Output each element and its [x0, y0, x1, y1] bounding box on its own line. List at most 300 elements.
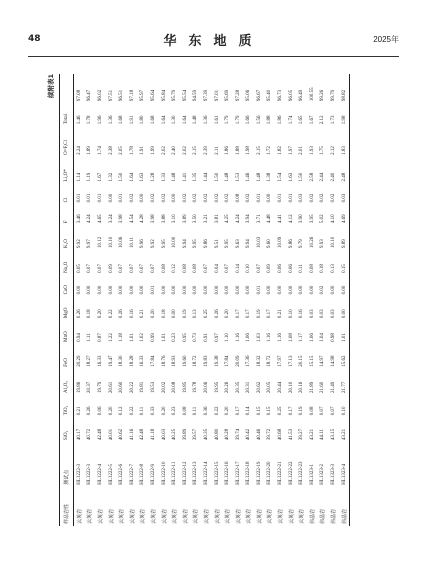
value-cell: 4.24: [235, 214, 241, 224]
value-cell: 0.00: [341, 285, 347, 295]
value-cell: 1.44: [203, 172, 209, 182]
value-cell: 1.64: [161, 115, 167, 125]
running-header: [0, 30, 427, 50]
value-cell: 1.08: [288, 333, 294, 342]
value-cell: 0.11: [140, 406, 146, 416]
value-cell: 20.31: [246, 381, 252, 394]
value-cell: 1.32: [108, 172, 114, 182]
value-cell: 1.17: [299, 333, 305, 342]
value-cell: 18.72: [193, 355, 199, 367]
value-cell: 1.16: [278, 333, 284, 342]
value-cell: 4.25: [225, 214, 231, 224]
value-cell: 0.18: [161, 309, 167, 319]
table-row: [169, 74, 180, 526]
column-header: CaO: [64, 285, 69, 295]
value-cell: 0.08: [309, 406, 315, 416]
value-cell: 0.00: [331, 285, 337, 295]
value-cell: 0.01: [150, 285, 156, 295]
value-cell: 20.05: [267, 381, 273, 394]
value-cell: 95.06: [246, 89, 252, 102]
value-cell: 100.55: [309, 87, 315, 102]
value-cell: 1.38: [267, 172, 273, 182]
test-point-cell: HL1222-14: [203, 461, 209, 485]
table-row: [339, 74, 350, 526]
value-cell: 0.98: [331, 333, 337, 342]
value-cell: 39.74: [235, 428, 241, 441]
value-cell: 40.80: [214, 428, 220, 441]
value-cell: 0.00: [214, 285, 220, 295]
value-cell: 0.03: [309, 309, 315, 319]
value-cell: 0.09: [267, 264, 273, 273]
value-cell: 43.21: [309, 428, 315, 441]
value-cell: 40.72: [87, 428, 93, 441]
value-cell: 3.95: [309, 214, 315, 224]
value-cell: 3.88: [161, 214, 167, 224]
value-cell: 0.01: [76, 193, 82, 203]
value-cell: 0.20: [225, 406, 231, 416]
value-cell: 97.39: [203, 89, 209, 102]
value-cell: 3.50: [193, 214, 199, 224]
value-cell: 0.14: [235, 264, 241, 273]
value-cell: 10.10: [331, 236, 337, 249]
value-cell: 1.46: [76, 115, 82, 125]
value-cell: 3.81: [214, 214, 220, 224]
value-cell: 0.17: [288, 406, 294, 416]
publication-year: 2025年: [373, 35, 399, 44]
value-cell: 0.00: [299, 285, 305, 295]
table-caption: 续附表1: [47, 74, 55, 99]
value-cell: 16.33: [97, 355, 103, 367]
value-cell: 0.23: [172, 406, 178, 416]
value-cell: 1.68: [119, 115, 125, 125]
table-row: [318, 74, 329, 526]
table-row: [116, 74, 127, 526]
value-cell: 1.83: [341, 146, 347, 155]
value-cell: 0.94: [76, 333, 82, 342]
value-cell: 1.48: [172, 172, 178, 182]
value-cell: 1.74: [97, 146, 103, 155]
table-row: [328, 74, 339, 526]
column-header: FeO: [64, 358, 69, 367]
value-cell: 0.15: [256, 406, 262, 416]
table-body: [74, 74, 350, 526]
value-cell: 4.48: [267, 214, 273, 224]
value-cell: 0.08: [182, 264, 188, 273]
value-cell: 2.15: [256, 146, 262, 155]
value-cell: 14.98: [331, 355, 337, 367]
value-cell: 1.54: [278, 172, 284, 182]
value-cell: 17.84: [225, 355, 231, 367]
value-cell: 1.02: [140, 333, 146, 342]
value-cell: 19.38: [214, 355, 220, 367]
value-cell: 20.62: [256, 381, 262, 394]
value-cell: 3.71: [256, 214, 262, 224]
value-cell: 1.98: [246, 146, 252, 155]
table-landscape-frame: [46, 74, 400, 526]
table-row: [307, 74, 318, 526]
value-cell: 1.72: [267, 146, 273, 155]
value-cell: 1.82: [278, 146, 284, 155]
value-cell: 17.36: [246, 355, 252, 367]
value-cell: 2.02: [182, 146, 188, 155]
lithology-cell: 云英岩: [88, 508, 94, 524]
column-header: Al₂O₃: [64, 380, 69, 394]
value-cell: 17.97: [278, 355, 284, 367]
column-header: F: [64, 220, 69, 224]
value-cell: 0.01: [278, 193, 284, 203]
value-cell: 1.96: [97, 115, 103, 125]
value-cell: 40.25: [172, 428, 178, 441]
value-cell: 1.14: [76, 172, 82, 182]
value-cell: 95.97: [140, 89, 146, 102]
value-cell: 0.02: [129, 193, 135, 203]
value-cell: 99.79: [331, 89, 337, 102]
value-cell: 1.01: [161, 333, 167, 342]
value-cell: 18.76: [161, 355, 167, 367]
value-cell: 9.92: [76, 239, 82, 249]
value-cell: 40.28: [225, 428, 231, 441]
value-cell: 95.79: [172, 89, 178, 102]
value-cell: 0.00: [203, 285, 209, 295]
value-cell: 95.84: [161, 89, 167, 102]
value-cell: 0.26: [214, 309, 220, 319]
lithology-cell: 云英岩: [130, 508, 136, 524]
value-cell: 9.97: [87, 239, 93, 249]
value-cell: 19.78: [193, 381, 199, 394]
value-cell: 20.10: [288, 381, 294, 394]
value-cell: 19.81: [140, 381, 146, 394]
value-cell: 0.20: [150, 309, 156, 319]
test-point-cell: HL1222-9: [150, 463, 156, 485]
lithology-cell: 云英岩: [215, 508, 221, 524]
table-row: [74, 74, 85, 526]
table-row: [138, 74, 149, 526]
value-cell: 0.02: [246, 193, 252, 203]
value-cell: 0.05: [76, 264, 82, 273]
value-cell: 10.10: [108, 236, 114, 249]
value-cell: 2.12: [331, 146, 337, 155]
value-cell: 0.95: [182, 333, 188, 342]
value-cell: 0.20: [108, 406, 114, 416]
value-cell: 19.86: [76, 381, 82, 394]
value-cell: 9.96: [140, 239, 146, 249]
value-cell: 0.07: [256, 264, 262, 273]
value-cell: 1.41: [182, 172, 188, 182]
value-cell: 0.02: [320, 193, 326, 203]
value-cell: 20.26: [225, 381, 231, 394]
table-row: [191, 74, 202, 526]
value-cell: 0.07: [331, 406, 337, 416]
value-cell: 96.51: [119, 89, 125, 102]
value-cell: 0.17: [235, 406, 241, 416]
value-cell: 1.01: [341, 333, 347, 342]
value-cell: 20.06: [203, 381, 209, 394]
table-header-row: [60, 74, 74, 526]
value-cell: 0.22: [108, 309, 114, 319]
value-cell: 14.97: [320, 355, 326, 367]
value-cell: 0.03: [331, 309, 337, 319]
value-cell: 0.23: [172, 333, 178, 342]
test-point-cell: HL1323-1: [309, 463, 315, 485]
value-cell: 3.89: [182, 214, 188, 224]
value-cell: 0.07: [225, 264, 231, 273]
value-cell: 0.10: [341, 406, 347, 416]
value-cell: 1.64: [129, 172, 135, 182]
value-cell: 0.15: [341, 264, 347, 273]
value-cell: 0.07: [203, 264, 209, 273]
column-header: MgO: [64, 307, 69, 319]
value-cell: 96.05: [288, 89, 294, 102]
value-cell: 3.98: [150, 214, 156, 224]
test-point-cell: HL1222-21: [278, 461, 284, 485]
table-row: [85, 74, 96, 526]
value-cell: 40.35: [203, 428, 209, 441]
value-cell: 1.35: [193, 172, 199, 182]
value-cell: 9.95: [225, 239, 231, 249]
value-cell: 1.64: [182, 115, 188, 125]
test-point-cell: HL1222-4: [97, 463, 103, 485]
value-cell: 40.42: [246, 428, 252, 441]
page-number: 48: [28, 34, 41, 44]
value-cell: 19.85: [182, 381, 188, 394]
test-point-cell: HL1222-13: [193, 461, 199, 485]
column-header: 样品岩性: [65, 503, 70, 524]
value-cell: 0.00: [172, 285, 178, 295]
table-row: [159, 74, 170, 526]
value-cell: 21.60: [320, 381, 326, 394]
value-cell: 97.08: [76, 89, 82, 102]
value-cell: 40.03: [161, 428, 167, 441]
value-cell: 0.00: [278, 285, 284, 295]
value-cell: 0.07: [320, 406, 326, 416]
value-cell: 0.08: [193, 264, 199, 273]
value-cell: 1.33: [161, 172, 167, 182]
value-cell: 4.69: [341, 214, 347, 224]
value-cell: 0.03: [299, 193, 305, 203]
value-cell: 42.48: [97, 428, 103, 441]
table-row: [233, 74, 244, 526]
value-cell: 0.19: [182, 309, 188, 319]
value-cell: 0.19: [299, 406, 305, 416]
value-cell: 9.93: [320, 239, 326, 249]
table-row: [212, 74, 223, 526]
value-cell: 96.02: [97, 89, 103, 102]
value-cell: 1.18: [119, 333, 125, 342]
value-cell: 0.00: [172, 309, 178, 319]
value-cell: 17.13: [288, 355, 294, 367]
value-cell: 17.84: [150, 355, 156, 367]
value-cell: 0.00: [341, 309, 347, 319]
value-cell: 1.50: [119, 172, 125, 182]
value-cell: 19.83: [203, 355, 209, 367]
value-cell: 0.11: [193, 406, 199, 416]
value-cell: 16.33: [140, 355, 146, 367]
value-cell: 1.36: [108, 115, 114, 125]
lithology-cell: 云英岩: [300, 508, 306, 524]
value-cell: 41.16: [129, 428, 135, 441]
column-header: O=F,Cl: [64, 140, 69, 155]
value-cell: 2.11: [214, 146, 220, 155]
value-cell: 0.08: [309, 264, 315, 273]
value-cell: 0.87: [97, 333, 103, 342]
value-cell: 1.68: [150, 115, 156, 125]
value-cell: 19.53: [150, 381, 156, 394]
value-cell: 40.01: [108, 428, 114, 441]
lithology-cell: 云英岩: [268, 508, 274, 524]
lithology-cell: 伟晶岩: [332, 508, 338, 524]
value-cell: 0.00: [225, 285, 231, 295]
value-cell: 1.06: [246, 333, 252, 342]
lithology-cell: 云英岩: [226, 508, 232, 524]
value-cell: 4.41: [278, 214, 284, 224]
column-header: TiO₂: [64, 405, 69, 416]
value-cell: 10.26: [309, 236, 315, 249]
value-cell: 1.30: [172, 115, 178, 125]
value-cell: 10.06: [119, 236, 125, 249]
value-cell: 0.02: [161, 193, 167, 203]
value-cell: 0.10: [288, 309, 294, 319]
value-cell: 5.02: [320, 214, 326, 224]
test-point-cell: HL1222-3: [76, 463, 82, 485]
value-cell: 0.00: [267, 193, 273, 203]
value-cell: 3.90: [299, 214, 305, 224]
value-cell: 4.10: [331, 214, 337, 224]
value-cell: 18.32: [256, 355, 262, 367]
test-point-cell: HL1222-7: [129, 463, 135, 485]
lithology-cell: 云英岩: [77, 508, 83, 524]
column-header: MnO: [64, 331, 69, 342]
value-cell: 0.25: [203, 309, 209, 319]
value-cell: 44.11: [320, 429, 326, 441]
test-point-cell: HL1222-11: [172, 461, 178, 485]
value-cell: 1.80: [140, 115, 146, 125]
value-cell: 20.61: [108, 381, 114, 394]
value-cell: 0.99: [150, 333, 156, 342]
value-cell: 2.24: [76, 146, 82, 155]
value-cell: 0.00: [129, 285, 135, 295]
table-row: [127, 74, 138, 526]
value-cell: 0.18: [87, 309, 93, 319]
value-cell: 9.94: [182, 239, 188, 249]
value-cell: 1.28: [150, 172, 156, 182]
test-point-cell: HL1222-5: [108, 463, 114, 485]
value-cell: 0.20: [97, 309, 103, 319]
value-cell: 0.00: [309, 285, 315, 295]
value-cell: 20.15: [299, 355, 305, 367]
value-cell: 1.93: [309, 146, 315, 155]
table-row: [286, 74, 297, 526]
value-cell: 0.97: [214, 333, 220, 342]
lithology-cell: 云英岩: [162, 508, 168, 524]
value-cell: 0.07: [140, 264, 146, 273]
value-cell: 1.03: [256, 333, 262, 342]
value-cell: 1.79: [225, 115, 231, 125]
column-header: SiO₂: [64, 430, 69, 441]
value-cell: 3.21: [203, 214, 209, 224]
value-cell: 1.88: [235, 146, 241, 155]
value-cell: 0.18: [320, 264, 326, 273]
value-cell: 4.65: [97, 214, 103, 224]
value-cell: 10.03: [256, 236, 262, 249]
value-cell: 1.73: [331, 115, 337, 125]
value-cell: 96.73: [278, 89, 284, 102]
lithology-cell: 云英岩: [141, 508, 147, 524]
table-row: [95, 74, 106, 526]
value-cell: 10.11: [129, 236, 135, 249]
value-cell: 2.01: [299, 146, 305, 155]
value-cell: 0.26: [87, 406, 93, 416]
value-cell: 1.78: [129, 146, 135, 155]
value-cell: 0.07: [87, 264, 93, 273]
lithology-cell: 云英岩: [98, 508, 104, 524]
test-point-cell: HL1222-17: [235, 461, 241, 485]
value-cell: 18.30: [119, 355, 125, 367]
value-cell: 1.46: [246, 172, 252, 182]
value-cell: 18.27: [87, 355, 93, 367]
value-cell: 0.02: [182, 193, 188, 203]
test-point-cell: HL1222-19: [256, 461, 262, 485]
value-cell: 1.99: [150, 146, 156, 155]
value-cell: 9.95: [193, 239, 199, 249]
value-cell: 0.01: [288, 193, 294, 203]
value-cell: 0.36: [203, 406, 209, 416]
value-cell: 0.17: [246, 309, 252, 319]
value-cell: 9.92: [150, 239, 156, 249]
value-cell: 1.67: [309, 115, 315, 125]
value-cell: 0.07: [119, 264, 125, 273]
value-cell: 1.86: [225, 146, 231, 155]
value-cell: 43.21: [341, 428, 347, 441]
value-cell: 1.50: [299, 172, 305, 182]
value-cell: 40.17: [76, 428, 82, 441]
value-cell: 9.51: [214, 239, 220, 249]
test-point-cell: HL1222-23: [299, 461, 305, 485]
value-cell: 2.15: [193, 146, 199, 155]
value-cell: 0.14: [246, 406, 252, 416]
column-header: Cl: [64, 197, 69, 203]
value-cell: 1.11: [87, 333, 93, 342]
value-cell: 2.38: [108, 146, 114, 155]
value-cell: 21.49: [331, 381, 337, 394]
value-cell: 20.37: [87, 381, 93, 394]
value-cell: 0.20: [225, 309, 231, 319]
value-cell: 0.16: [129, 309, 135, 319]
value-cell: 1.91: [129, 115, 135, 125]
table-row: [201, 74, 212, 526]
value-cell: 39.57: [193, 428, 199, 441]
test-point-cell: HL1222-8: [140, 463, 146, 485]
value-cell: 0.17: [267, 309, 273, 319]
value-cell: 20.09: [235, 355, 241, 367]
lithology-cell: 云英岩: [257, 508, 263, 524]
lithology-cell: 云英岩: [120, 508, 126, 524]
value-cell: 0.03: [320, 309, 326, 319]
table-row: [275, 74, 286, 526]
value-cell: 3.10: [172, 214, 178, 224]
journal-title: 华东地质: [163, 34, 264, 49]
value-cell: 0.01: [256, 285, 262, 295]
value-cell: 3.24: [108, 214, 114, 224]
value-cell: 1.48: [256, 172, 262, 182]
value-cell: 1.01: [129, 333, 135, 342]
value-cell: 0.07: [129, 264, 135, 273]
value-cell: 0.00: [140, 285, 146, 295]
value-cell: 1.36: [203, 115, 209, 125]
test-point-cell: HL1222-10: [161, 461, 167, 485]
value-cell: 0.08: [235, 193, 241, 203]
value-cell: 96.67: [256, 89, 262, 102]
lithology-cell: 云英岩: [279, 508, 285, 524]
